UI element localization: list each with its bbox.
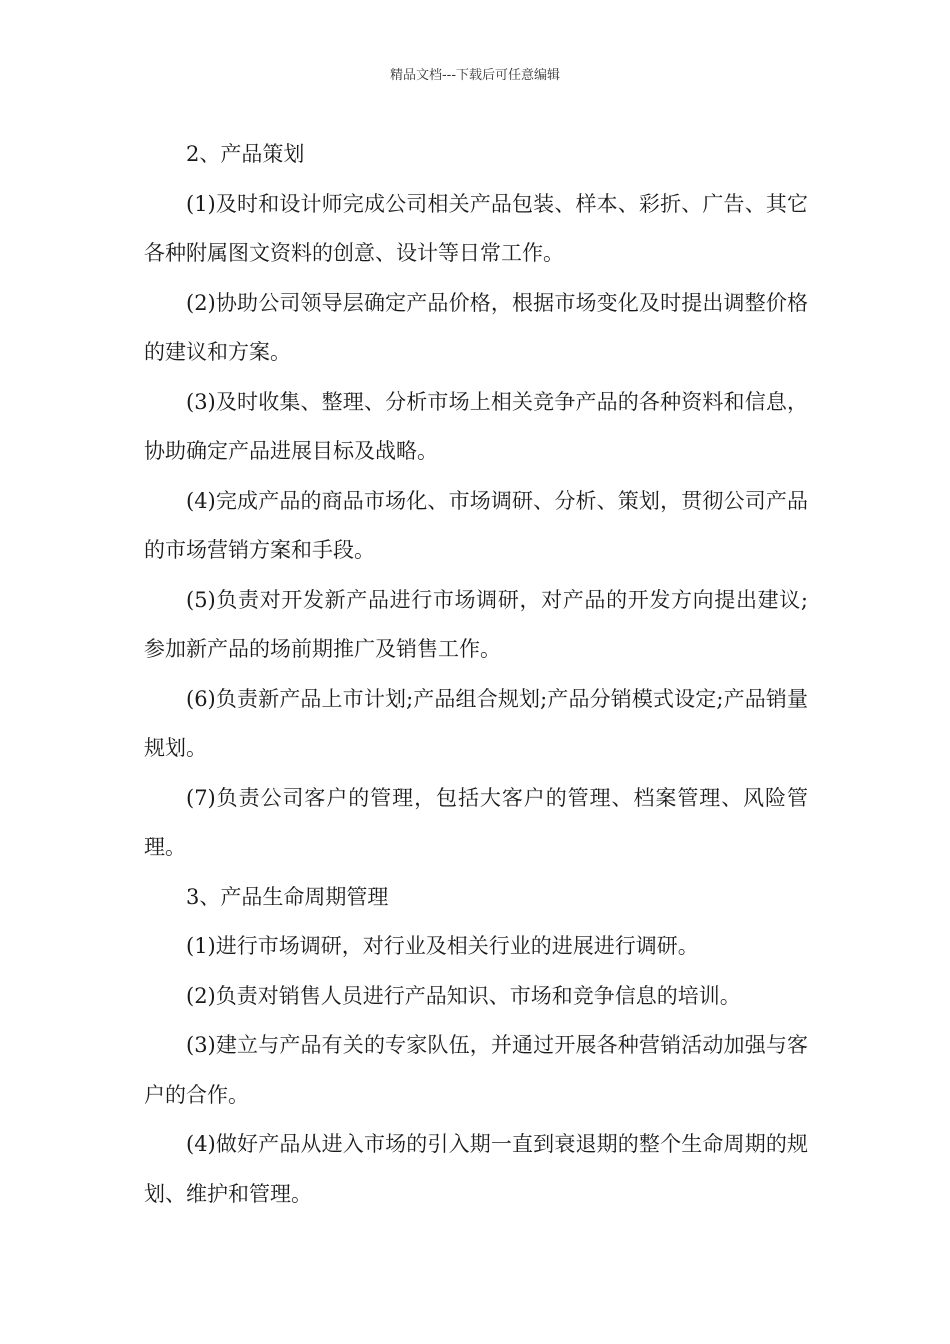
- paragraph: (1)及时和设计师完成公司相关产品包装、样本、彩折、广告、其它各种附属图文资料的创意、设计等日常工作。: [144, 191, 808, 265]
- paragraph: (5)负责对开发新产品进行市场调研，对产品的开发方向提出建议;参加新产品的场前期推广及销售工作。: [144, 587, 808, 661]
- paragraph: (6)负责新产品上市计划;产品组合规划;产品分销模式设定;产品销量规划。: [144, 686, 808, 760]
- paragraph: (4)做好产品从进入市场的引入期一直到衰退期的整个生命周期的规划、维护和管理。: [144, 1132, 808, 1206]
- paragraph: (3)及时收集、整理、分析市场上相关竞争产品的各种资料和信息，协助确定产品进展目标及战略。: [144, 389, 808, 463]
- paragraph: (4)完成产品的商品市场化、市场调研、分析、策划，贯彻公司产品的市场营销方案和手段。: [144, 488, 808, 562]
- page-header: 精品文档---下载后可任意编辑: [389, 68, 561, 83]
- paragraph: (2)协助公司领导层确定产品价格，根据市场变化及时提出调整价格的建议和方案。: [144, 290, 808, 364]
- document-body: [144, 130, 808, 1219]
- section-heading-lifecycle-management: 3、产品生命周期管理: [186, 884, 389, 909]
- paragraph: (7)负责公司客户的管理，包括大客户的管理、档案管理、风险管理。: [144, 785, 808, 859]
- paragraph: (3)建立与产品有关的专家队伍，并通过开展各种营销活动加强与客户的合作。: [144, 1033, 808, 1107]
- paragraph: (2)负责对销售人员进行产品知识、市场和竞争信息的培训。: [186, 983, 741, 1008]
- section-heading-product-planning: 2、产品策划: [186, 142, 305, 166]
- paragraph: (1)进行市场调研，对行业及相关行业的进展进行调研。: [186, 934, 699, 958]
